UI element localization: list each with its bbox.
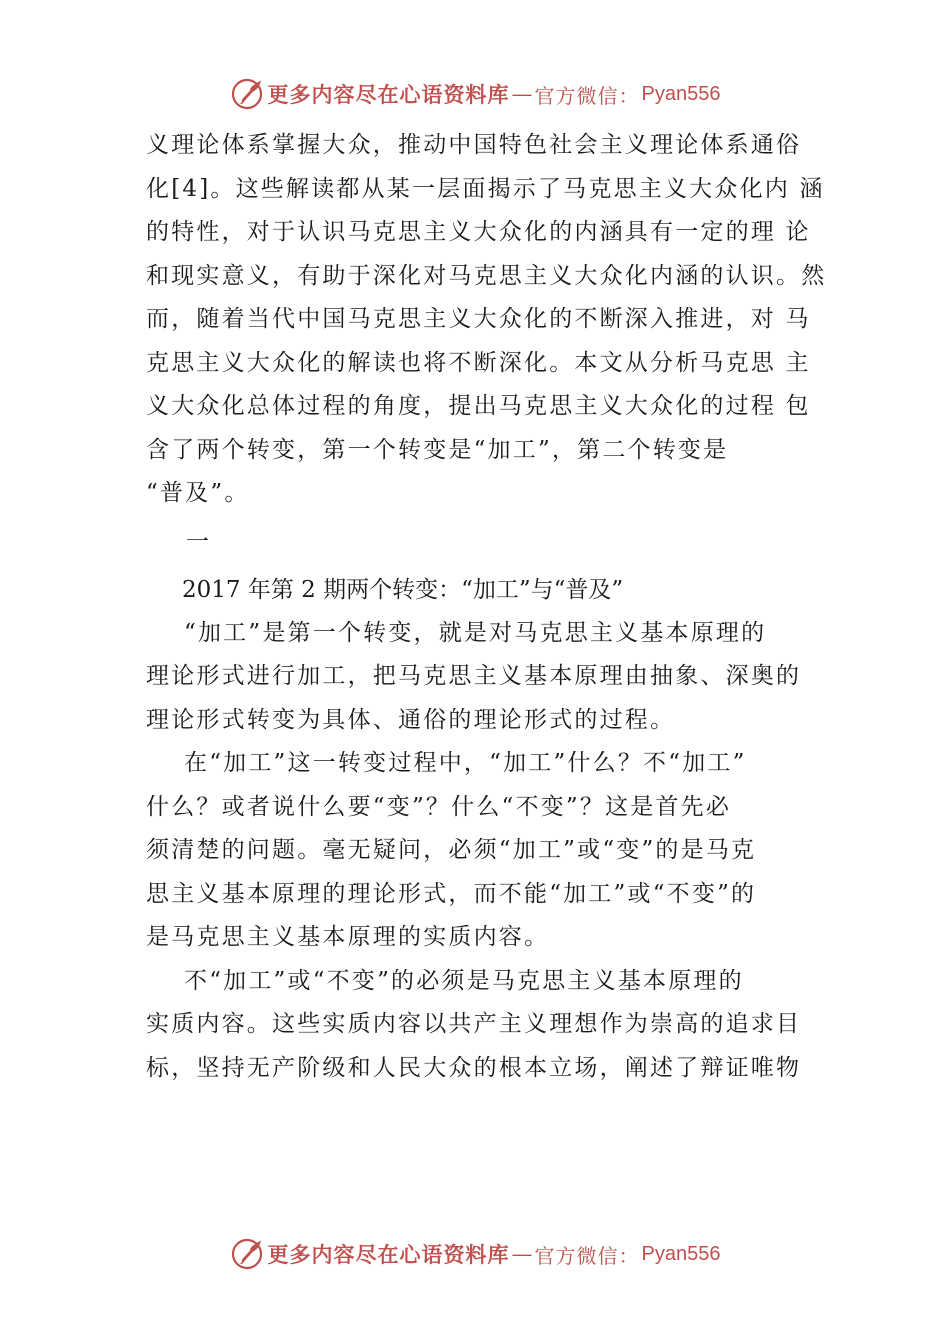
banner-main-text: 更多内容尽在心语资料库 bbox=[267, 1242, 510, 1267]
paragraph-1 bbox=[146, 124, 826, 516]
document-body bbox=[146, 124, 826, 1090]
quill-pen-logo-icon bbox=[230, 77, 264, 111]
text-line: “加工”是第一个转变，就是对马克思主义基本原理的 bbox=[184, 619, 767, 646]
text-line: 义理论体系掌握大众，推动中国特色社会主义理论体系通俗 bbox=[146, 132, 802, 158]
banner-wechat-id: Pyan556 bbox=[641, 82, 721, 105]
banner-separator: — bbox=[511, 1242, 533, 1266]
text-line: 而，随着当代中国马克思主义大众化的不断深入推进，对 马 bbox=[146, 306, 811, 332]
text-line: 理论形式转变为具体、通俗的理论形式的过程。 bbox=[146, 706, 676, 733]
section-mark: 一 bbox=[186, 528, 209, 555]
text-line: 的特性，对于认识马克思主义大众化的内涵具有一定的理 论 bbox=[146, 219, 811, 245]
quill-pen-logo-icon bbox=[230, 1237, 264, 1271]
paragraph-3 bbox=[146, 742, 826, 960]
text-line: 克思主义大众化的解读也将不断深化。本文从分析马克思 主 bbox=[146, 349, 811, 376]
header-banner bbox=[0, 74, 950, 114]
banner-separator: — bbox=[511, 82, 533, 106]
text-line: 什么？或者说什么要“变”？什么“不变”？这是首先必 bbox=[146, 793, 732, 820]
text-line: 标，坚持无产阶级和人民大众的根本立场，阐述了辩证唯物 bbox=[146, 1054, 802, 1081]
text-line: 是马克思主义基本原理的实质内容。 bbox=[146, 924, 550, 950]
text-line: 化[4]。这些解读都从某一层面揭示了马克思主义大众化内 涵 bbox=[146, 175, 825, 202]
text-line: 含了两个转变，第一个转变是“加工”，第二个转变是 bbox=[146, 436, 729, 463]
text-line: 和现实意义，有助于深化对马克思主义大众化内涵的认识。然 bbox=[146, 262, 827, 289]
footer-banner bbox=[0, 1234, 950, 1274]
banner-wechat-id: Pyan556 bbox=[641, 1242, 721, 1265]
section-heading: 2017 年第 2 期两个转变：“加工”与“普及” bbox=[182, 576, 624, 603]
text-line: “普及”。 bbox=[146, 480, 250, 506]
text-line: 义大众化总体过程的角度，提出马克思主义大众化的过程 包 bbox=[146, 393, 811, 419]
banner-wechat-label: 官方微信： bbox=[534, 83, 640, 108]
banner-main-text: 更多内容尽在心语资料库 bbox=[267, 82, 510, 107]
paragraph-4 bbox=[146, 960, 826, 1091]
banner-wechat-label: 官方微信： bbox=[534, 1243, 640, 1268]
paragraph-2 bbox=[146, 612, 826, 743]
text-line: 理论形式进行加工，把马克思主义基本原理由抽象、深奥的 bbox=[146, 663, 802, 689]
text-line: 须清楚的问题。毫无疑问，必须“加工”或“变”的是马克 bbox=[146, 837, 757, 863]
text-line: 思主义基本原理的理论形式，而不能“加工”或“不变”的 bbox=[146, 880, 757, 907]
text-line: 在“加工”这一转变过程中，“加工”什么？不“加工” bbox=[184, 750, 747, 776]
text-line: 不“加工”或“不变”的必须是马克思主义基本原理的 bbox=[184, 967, 744, 994]
text-line: 实质内容。这些实质内容以共产主义理想作为崇高的追求目 bbox=[146, 1011, 802, 1037]
